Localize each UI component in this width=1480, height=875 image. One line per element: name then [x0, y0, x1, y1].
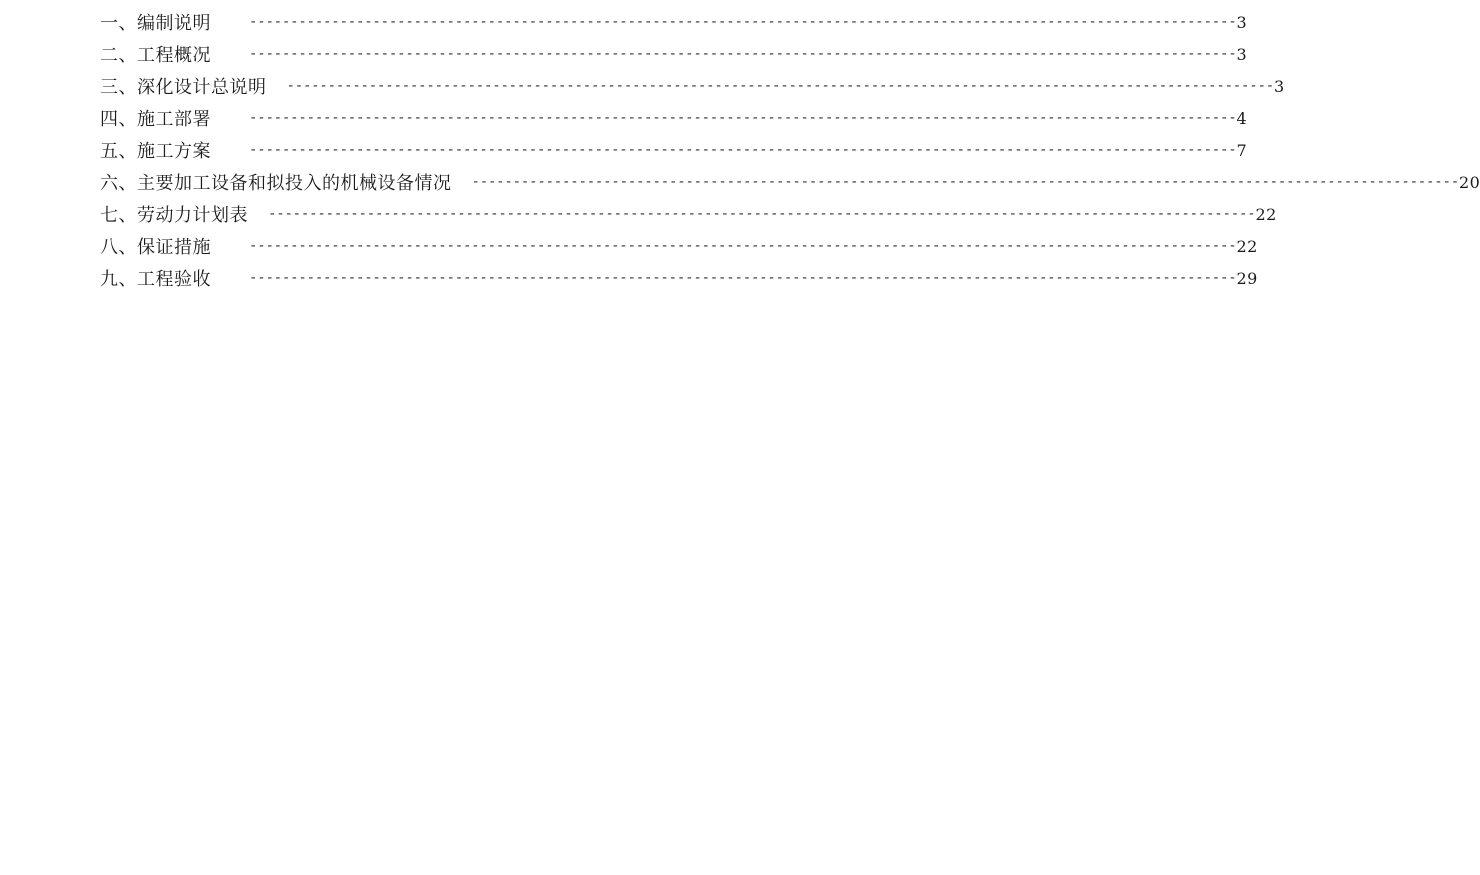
toc-dot-leader: ------------------------------------------------------------------------------------------------------------------------: [249, 14, 1237, 30]
toc-entry-page: 20: [1458, 172, 1480, 192]
toc-entry-title: 九、工程验收: [100, 269, 211, 290]
toc-dot-leader: ------------------------------------------------------------------------------------------------------------------------: [249, 110, 1237, 126]
toc-entry[interactable]: [100, 102, 1248, 134]
toc-entry-title: 二、工程概况: [100, 45, 211, 66]
toc-dot-leader: ------------------------------------------------------------------------------------------------------------------------: [249, 270, 1237, 286]
toc-entry[interactable]: [100, 70, 1285, 102]
toc-entry[interactable]: [100, 38, 1248, 70]
toc-entry[interactable]: [100, 134, 1248, 166]
toc-entry[interactable]: [100, 166, 1480, 198]
toc-entry-page: 4: [1236, 108, 1248, 128]
toc-dot-leader: ------------------------------------------------------------------------------------------------------------------------: [268, 206, 1256, 222]
toc-entry-page: 29: [1236, 268, 1258, 288]
toc-entry-title: 六、主要加工设备和拟投入的机械设备情况: [100, 173, 452, 194]
toc-entry-title: 五、施工方案: [100, 141, 211, 162]
toc-entry[interactable]: [100, 230, 1258, 262]
toc-entry[interactable]: [100, 6, 1248, 38]
toc-dot-leader: ------------------------------------------------------------------------------------------------------------------------: [471, 174, 1459, 190]
toc-dot-leader: ------------------------------------------------------------------------------------------------------------------------: [286, 78, 1274, 94]
toc-entry-title: 八、保证措施: [100, 237, 211, 258]
toc-dot-leader: ------------------------------------------------------------------------------------------------------------------------: [249, 142, 1237, 158]
toc-entry-page: 3: [1236, 44, 1248, 64]
toc-entry-title: 三、深化设计总说明: [100, 77, 267, 98]
toc-entry[interactable]: [100, 262, 1258, 294]
toc-entry-title: 四、施工部署: [100, 109, 211, 130]
toc-entry-title: 一、编制说明: [100, 13, 211, 34]
table-of-contents: [100, 6, 1480, 294]
toc-entry-page: 3: [1273, 76, 1285, 96]
toc-entry-title: 七、劳动力计划表: [100, 205, 248, 226]
toc-dot-leader: ------------------------------------------------------------------------------------------------------------------------: [249, 46, 1237, 62]
toc-entry-page: 3: [1236, 12, 1248, 32]
toc-dot-leader: ------------------------------------------------------------------------------------------------------------------------: [249, 238, 1237, 254]
toc-entry-page: 22: [1255, 204, 1277, 224]
toc-entry-page: 7: [1236, 140, 1248, 160]
toc-entry[interactable]: [100, 198, 1277, 230]
toc-entry-page: 22: [1236, 236, 1258, 256]
